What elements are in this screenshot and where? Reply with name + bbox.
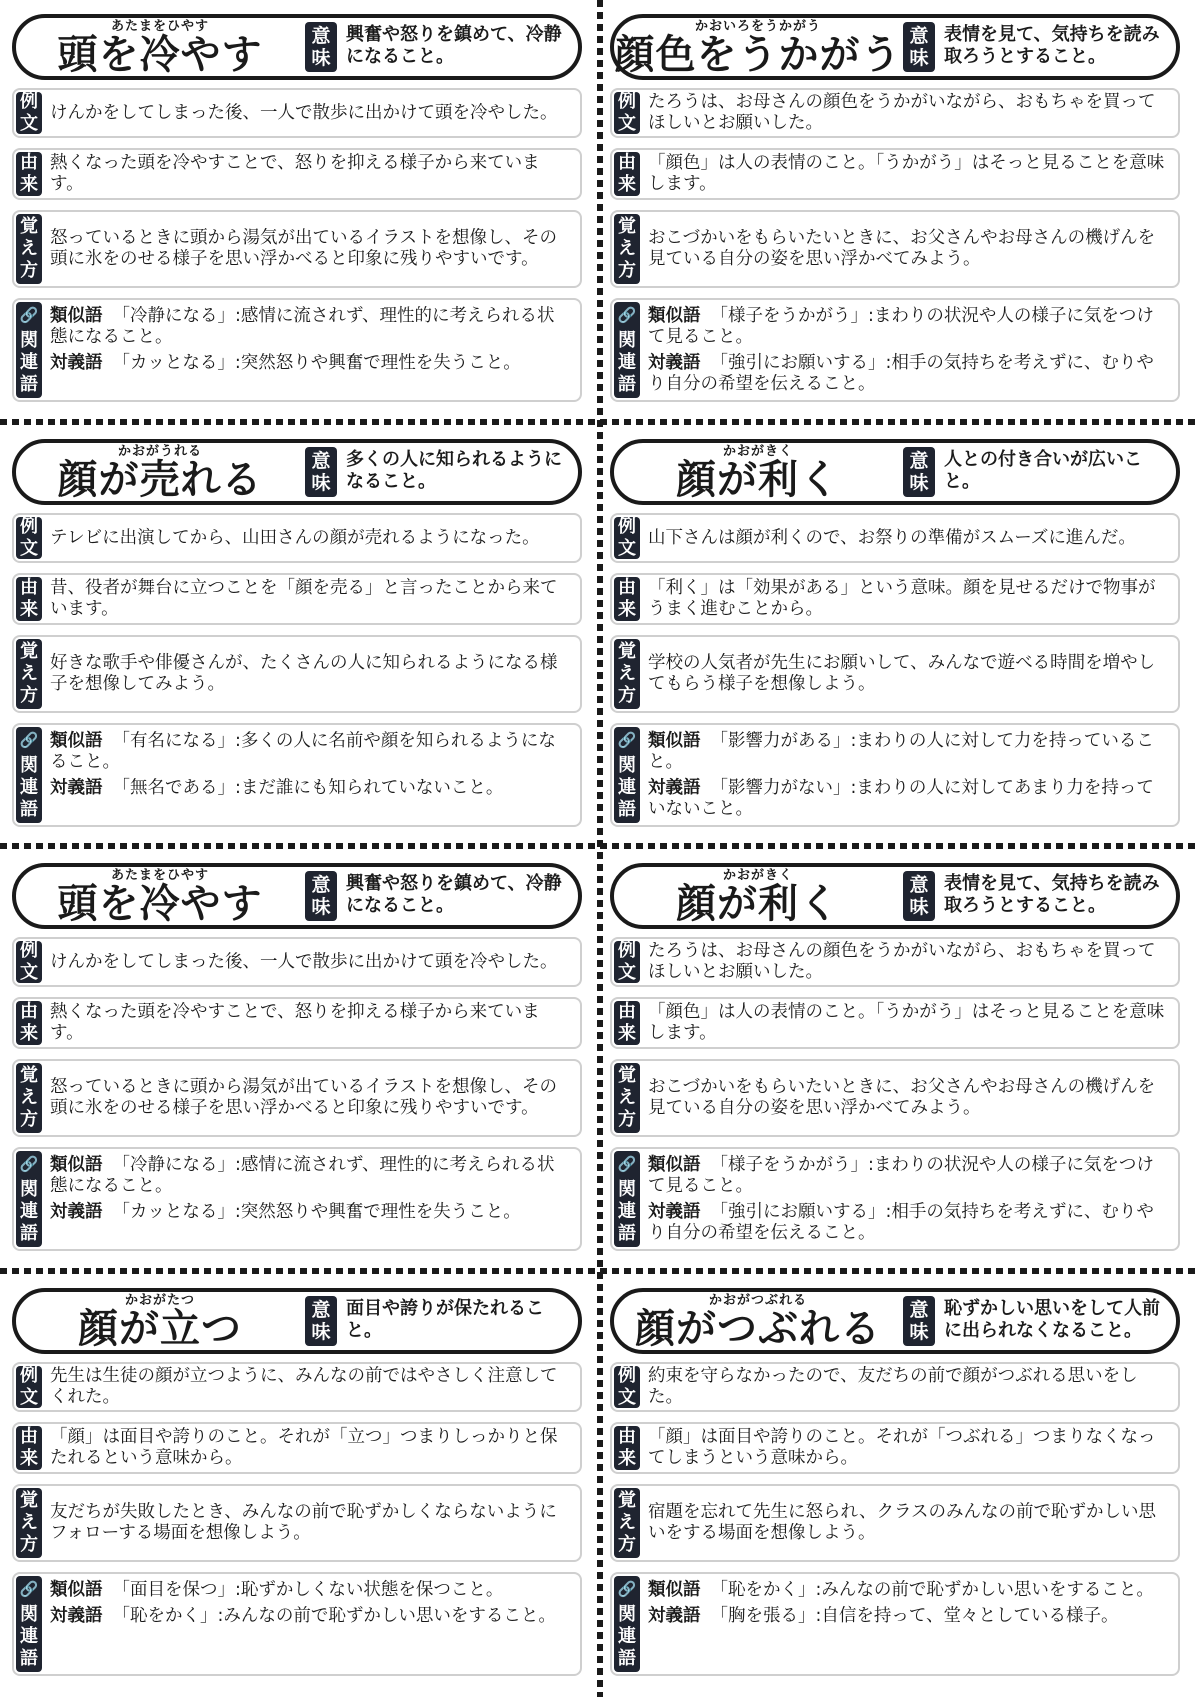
meaning-badge: 意 味	[305, 1296, 337, 1346]
antonym-row	[50, 778, 570, 799]
example-badge: 例 文	[614, 517, 640, 559]
antonym-label: 対義語	[50, 1202, 103, 1222]
memorize-badge: 覚 え 方	[16, 639, 42, 709]
synonym-label: 類似語	[648, 306, 701, 326]
memorize-text: 怒っているときに頭から湯気が出ているイラストを想像し、その頭に氷をのせる様子を思い浮かべると印象に残りやすいです。	[50, 228, 557, 269]
example-section	[12, 88, 582, 138]
meaning-badge: 意 味	[305, 871, 337, 921]
related-badge: 🔗 関 連 語	[16, 1576, 42, 1672]
origin-badge: 由 来	[614, 1001, 640, 1045]
related-section	[610, 1572, 1180, 1676]
synonym-row	[648, 731, 1168, 773]
related-badge: 🔗 関 連 語	[16, 302, 42, 398]
idiom-word: 顔色をうかがう	[614, 32, 902, 78]
related-words	[50, 306, 570, 379]
synonym-label: 類似語	[50, 731, 103, 751]
antonym-label: 対義語	[50, 778, 103, 798]
related-words	[648, 1580, 1168, 1632]
antonym-row	[648, 1606, 1168, 1627]
furigana: かおがうれる	[117, 444, 202, 459]
idiom-word: 頭を冷やす	[57, 32, 263, 78]
antonym-row	[50, 353, 570, 374]
memorize-section	[610, 210, 1180, 288]
origin-badge: 由 来	[16, 152, 42, 196]
origin-badge: 由 来	[614, 1426, 640, 1470]
antonym-label: 対義語	[648, 778, 701, 798]
furigana: かおがきく	[722, 868, 793, 883]
furigana: あたまをひやす	[110, 868, 209, 883]
synonym-text: 「影響力がある」:まわりの人に対して力を持っていること。	[648, 731, 1154, 772]
origin-text: 「利く」は「効果がある」という意味。顔を見せるだけで物事がうまく進むことから。	[648, 578, 1156, 619]
origin-text: 昔、役者が舞台に立つことを「顔を売る」と言ったことから来ています。	[50, 578, 558, 619]
meaning-text: 人との付き合いが広いこと。	[944, 449, 1142, 492]
link-icon: 🔗	[19, 731, 39, 749]
synonym-row	[50, 1580, 570, 1601]
antonym-text: 「恥をかく」:みんなの前で恥ずかしい思いをすること。	[112, 1606, 556, 1626]
example-badge: 例 文	[16, 517, 42, 559]
meaning-badge: 意 味	[903, 447, 935, 497]
memorize-section	[610, 1059, 1180, 1137]
related-section	[610, 723, 1180, 827]
origin-badge: 由 来	[16, 577, 42, 621]
meaning-text: 興奮や怒りを鎮めて、冷静になること。	[346, 873, 562, 916]
synonym-label: 類似語	[648, 731, 701, 751]
antonym-row	[50, 1606, 570, 1627]
antonym-text: 「影響力がない」:まわりの人に対してあまり力を持っていないこと。	[648, 778, 1154, 819]
memorize-text: 好きな歌手や俳優さんが、たくさんの人に知られるようになる様子を想像してみよう。	[50, 653, 558, 694]
related-badge: 🔗 関 連 語	[614, 727, 640, 823]
idiom-card	[0, 849, 584, 1254]
antonym-row	[648, 353, 1168, 395]
related-words	[50, 731, 570, 804]
example-text: 山下さんは顔が利くので、お祭りの準備がスムーズに進んだ。	[648, 527, 1136, 548]
origin-text: 熱くなった頭を冷やすことで、怒りを抑える様子から来ています。	[50, 1002, 540, 1043]
antonym-text: 「無名である」:まだ誰にも知られていないこと。	[112, 778, 504, 798]
memorize-badge: 覚 え 方	[16, 214, 42, 284]
origin-badge: 由 来	[614, 152, 640, 196]
origin-section	[12, 573, 582, 625]
example-text: テレビに出演してから、山田さんの顔が売れるようになった。	[50, 527, 540, 548]
origin-text: 「顔」は面目や誇りのこと。それが「立つ」つまりしっかりと保たれるという意味から。	[50, 1427, 558, 1468]
synonym-text: 「恥をかく」:みんなの前で恥ずかしい思いをすること。	[710, 1580, 1154, 1600]
memorize-badge: 覚 え 方	[614, 214, 640, 284]
furigana: かおがきく	[722, 444, 793, 459]
synonym-label: 類似語	[50, 1155, 103, 1175]
link-icon: 🔗	[617, 731, 637, 749]
title-pill	[12, 439, 582, 505]
link-icon: 🔗	[19, 1580, 39, 1598]
memorize-section	[12, 210, 582, 288]
idiom-word: 顔がつぶれる	[635, 1306, 881, 1352]
origin-text: 熱くなった頭を冷やすことで、怒りを抑える様子から来ています。	[50, 153, 540, 194]
antonym-text: 「胸を張る」:自信を持って、堂々としている様子。	[710, 1606, 1119, 1626]
example-text: 先生は生徒の顔が立つように、みんなの前ではやさしく注意してくれた。	[50, 1366, 558, 1407]
related-section	[12, 723, 582, 827]
idiom-card	[598, 0, 1182, 405]
related-section	[12, 298, 582, 402]
furigana: かおがたつ	[124, 1293, 195, 1308]
antonym-row	[648, 778, 1168, 820]
memorize-badge: 覚 え 方	[614, 1063, 640, 1133]
origin-badge: 由 来	[614, 577, 640, 621]
synonym-row	[648, 1580, 1168, 1601]
meaning-badge: 意 味	[903, 871, 935, 921]
antonym-label: 対義語	[50, 1606, 103, 1626]
memorize-section	[610, 1484, 1180, 1562]
antonym-label: 対義語	[648, 353, 701, 373]
example-text: たろうは、お母さんの顔色をうかがいながら、おもちゃを買ってほしいとお願いした。	[648, 92, 1156, 133]
related-badge: 🔗 関 連 語	[614, 1151, 640, 1247]
related-words	[50, 1580, 570, 1632]
example-text: たろうは、お母さんの顔色をうかがいながら、おもちゃを買ってほしいとお願いした。	[648, 941, 1156, 982]
meaning-text: 面目や誇りが保たれること。	[346, 1298, 544, 1341]
synonym-label: 類似語	[648, 1155, 701, 1175]
example-section	[610, 513, 1180, 563]
synonym-text: 「冷静になる」:感情に流されず、理性的に考えられる状態になること。	[50, 306, 555, 347]
idiom-word: 顔が立つ	[78, 1306, 242, 1352]
idiom-card	[598, 1274, 1182, 1679]
antonym-label: 対義語	[50, 353, 103, 373]
related-words	[648, 306, 1168, 400]
example-text: 約束を守らなかったので、友だちの前で顔がつぶれる思いをした。	[648, 1366, 1138, 1407]
memorize-badge: 覚 え 方	[614, 1488, 640, 1558]
related-section	[610, 1147, 1180, 1251]
synonym-row	[50, 731, 570, 773]
synonym-text: 「冷静になる」:感情に流されず、理性的に考えられる状態になること。	[50, 1155, 555, 1196]
example-section	[610, 1362, 1180, 1412]
example-badge: 例 文	[16, 1366, 42, 1408]
link-icon: 🔗	[19, 306, 39, 324]
related-section	[12, 1147, 582, 1251]
meaning-text: 興奮や怒りを鎮めて、冷静になること。	[346, 24, 562, 67]
related-section	[12, 1572, 582, 1676]
memorize-badge: 覚 え 方	[16, 1063, 42, 1133]
origin-section	[610, 573, 1180, 625]
example-badge: 例 文	[614, 941, 640, 983]
meaning-text: 多くの人に知られるようになること。	[346, 449, 562, 492]
memorize-section	[12, 1484, 582, 1562]
meaning-badge: 意 味	[903, 22, 935, 72]
origin-section	[12, 1422, 582, 1474]
origin-text: 「顔色」は人の表情のこと。「うかがう」はそっと見ることを意味します。	[648, 153, 1165, 194]
example-section	[12, 513, 582, 563]
related-badge: 🔗 関 連 語	[16, 727, 42, 823]
antonym-label: 対義語	[648, 1202, 701, 1222]
related-section	[610, 298, 1180, 402]
related-words	[648, 1155, 1168, 1249]
related-words	[50, 1155, 570, 1228]
memorize-badge: 覚 え 方	[16, 1488, 42, 1558]
synonym-text: 「様子をうかがう」:まわりの状況や人の様子に気をつけて見ること。	[648, 306, 1154, 347]
meaning-badge: 意 味	[305, 22, 337, 72]
link-icon: 🔗	[617, 1580, 637, 1598]
origin-section	[610, 1422, 1180, 1474]
title-pill	[610, 863, 1180, 929]
origin-section	[610, 148, 1180, 200]
title-pill	[12, 14, 582, 80]
synonym-row	[50, 1155, 570, 1197]
link-icon: 🔗	[19, 1155, 39, 1173]
antonym-row	[648, 1202, 1168, 1244]
synonym-label: 類似語	[648, 1580, 701, 1600]
idiom-card	[0, 0, 584, 405]
meaning-text: 表情を見て、気持ちを読み取ろうとすること。	[944, 24, 1160, 67]
origin-section	[610, 997, 1180, 1049]
memorize-text: おこづかいをもらいたいときに、お父さんやお母さんの機げんを見ている自分の姿を思い浮かべてみよう。	[648, 228, 1156, 269]
idiom-card	[598, 849, 1182, 1254]
related-badge: 🔗 関 連 語	[16, 1151, 42, 1247]
synonym-text: 「有名になる」:多くの人に名前や顔を知られるようになること。	[50, 731, 556, 772]
idiom-word: 顔が売れる	[57, 457, 263, 503]
synonym-text: 「様子をうかがう」:まわりの状況や人の様子に気をつけて見ること。	[648, 1155, 1154, 1196]
memorize-badge: 覚 え 方	[614, 639, 640, 709]
synonym-label: 類似語	[50, 306, 103, 326]
origin-badge: 由 来	[16, 1001, 42, 1045]
memorize-section	[610, 635, 1180, 713]
furigana: あたまをひやす	[110, 19, 209, 34]
memorize-text: 友だちが失敗したとき、みんなの前で恥ずかしくならないようにフォローする場面を想像しよう。	[50, 1502, 557, 1543]
meaning-badge: 意 味	[903, 1296, 935, 1346]
meaning-text: 表情を見て、気持ちを読み取ろうとすること。	[944, 873, 1160, 916]
origin-badge: 由 来	[16, 1426, 42, 1470]
title-pill	[12, 1288, 582, 1354]
memorize-text: 学校の人気者が先生にお願いして、みんなで遊べる時間を増やしてもらう様子を想像しよう。	[648, 653, 1156, 694]
antonym-text: 「カッとなる」:突然怒りや興奮で理性を失うこと。	[112, 353, 521, 373]
memorize-text: 宿題を忘れて先生に怒られ、クラスのみんなの前で恥ずかしい思いをする場面を想像しよう。	[648, 1502, 1157, 1543]
memorize-section	[12, 1059, 582, 1137]
link-icon: 🔗	[617, 1155, 637, 1173]
example-badge: 例 文	[16, 941, 42, 983]
idiom-word: 頭を冷やす	[57, 881, 263, 927]
idiom-card	[598, 425, 1182, 830]
antonym-text: 「強引にお願いする」:相手の気持ちを考えずに、むりやり自分の希望を伝えること。	[648, 353, 1154, 394]
related-words	[648, 731, 1168, 825]
example-badge: 例 文	[614, 1366, 640, 1408]
related-badge: 🔗 関 連 語	[614, 302, 640, 398]
example-badge: 例 文	[16, 92, 42, 134]
memorize-text: 怒っているときに頭から湯気が出ているイラストを想像し、その頭に氷をのせる様子を思い浮かべると印象に残りやすいです。	[50, 1077, 557, 1118]
meaning-text: 恥ずかしい思いをして人前に出られなくなること。	[944, 1298, 1160, 1341]
title-pill	[610, 14, 1180, 80]
antonym-row	[50, 1202, 570, 1223]
example-section	[610, 937, 1180, 987]
example-section	[12, 1362, 582, 1412]
title-pill	[610, 439, 1180, 505]
antonym-text: 「強引にお願いする」:相手の気持ちを考えずに、むりやり自分の希望を伝えること。	[648, 1202, 1154, 1243]
idiom-card	[0, 425, 584, 830]
memorize-section	[12, 635, 582, 713]
title-pill	[12, 863, 582, 929]
example-text: けんかをしてしまった後、一人で散歩に出かけて頭を冷やした。	[50, 102, 558, 123]
example-badge: 例 文	[614, 92, 640, 134]
origin-section	[12, 997, 582, 1049]
example-text: けんかをしてしまった後、一人で散歩に出かけて頭を冷やした。	[50, 951, 558, 972]
example-section	[12, 937, 582, 987]
furigana: かおがつぶれる	[708, 1293, 807, 1308]
origin-text: 「顔色」は人の表情のこと。「うかがう」はそっと見ることを意味します。	[648, 1002, 1165, 1043]
furigana: かおいろをうかがう	[694, 19, 821, 34]
antonym-text: 「カッとなる」:突然怒りや興奮で理性を失うこと。	[112, 1202, 521, 1222]
meaning-badge: 意 味	[305, 447, 337, 497]
idiom-card	[0, 1274, 584, 1679]
example-section	[610, 88, 1180, 138]
synonym-label: 類似語	[50, 1580, 103, 1600]
synonym-row	[648, 1155, 1168, 1197]
title-pill	[610, 1288, 1180, 1354]
idiom-word: 顔が利く	[676, 457, 840, 503]
idiom-word: 顔が利く	[676, 881, 840, 927]
synonym-row	[50, 306, 570, 348]
synonym-text: 「面目を保つ」:恥ずかしくない状態を保つこと。	[112, 1580, 504, 1600]
related-badge: 🔗 関 連 語	[614, 1576, 640, 1672]
antonym-label: 対義語	[648, 1606, 701, 1626]
origin-text: 「顔」は面目や誇りのこと。それが「つぶれる」つまりなくなってしまうという意味から。	[648, 1427, 1156, 1468]
origin-section	[12, 148, 582, 200]
synonym-row	[648, 306, 1168, 348]
link-icon: 🔗	[617, 306, 637, 324]
memorize-text: おこづかいをもらいたいときに、お父さんやお母さんの機げんを見ている自分の姿を思い浮かべてみよう。	[648, 1077, 1156, 1118]
